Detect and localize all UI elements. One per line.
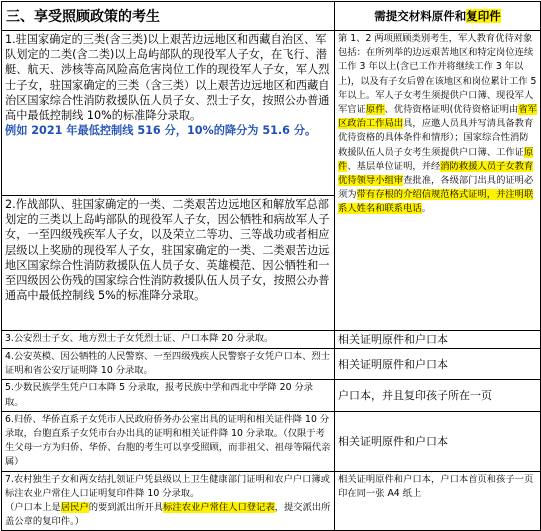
right-text-seg: 、优待资格证明(优待资格证明由 <box>384 104 519 116</box>
row7-highlight-seg: 标注农业户常住人口登记表 <box>163 502 275 514</box>
row4-left-cell: 4.公安英模、因公牺牲的人民警察、一至四级残疾人民警察子女凭户口本、烈士证明和省公安厅证明降 10 分录取。 <box>2 349 335 380</box>
table-row <box>2 411 541 471</box>
right-highlight-seg: 省军区政治工作局出 <box>338 104 537 130</box>
row7-text-seg: （户口本上是 <box>5 502 61 514</box>
right-text-seg: 具，应邀人员具并写清具备教育优待资格的具体条件和情形）；国家综合性消防救援队伍人员子女考生须提供户口簿、工作证 <box>338 118 534 158</box>
table-row <box>2 31 541 196</box>
row1-example: 例如 2021 年最低控制线 516 分，10%的降分为 51.6 分。 <box>5 124 317 138</box>
policy-table <box>1 1 541 531</box>
right-highlight-seg: 消防救援人员子女教育优待领导小组审 <box>338 160 534 187</box>
row5-left-cell: 5.少数民族学生凭户口本降 5 分录取，报考民族中学和西北中学降 20 分录取。 <box>2 380 335 411</box>
policy-table-page <box>0 1 541 528</box>
header-right-part1: 需提交材料原件和 <box>374 9 467 23</box>
header-right-title <box>335 2 541 31</box>
row7-right-cell: 相关证明原件和户口本，户口本首页和孩子一页印在同一张 A4 纸上 <box>335 471 541 531</box>
header-left-title: 三、享受照顾政策的考生 <box>2 2 335 31</box>
right-highlight-seg: 原件 <box>338 146 534 172</box>
right-text-seg: 。 <box>421 203 431 215</box>
header-row <box>2 2 541 31</box>
table-row <box>2 349 541 380</box>
table-row <box>2 380 541 411</box>
row12-right-cell <box>335 31 541 331</box>
right-highlight-seg: 带有存根的介绍信规范格式证明，并注明联系人姓名和联系电话 <box>338 189 534 215</box>
table-row <box>2 331 541 349</box>
row7-text-seg: 7.农村独生子女和两女结扎领证户凭县级以上卫生健康部门证明和农户户口簿或标注农业户常住人口证明复印件降 10 分录取。 <box>5 473 330 499</box>
row3-right-cell: 相关证明原件和户口本 <box>335 331 541 349</box>
header-right-part2: 复印件 <box>466 9 501 23</box>
row1-left-cell <box>2 31 335 196</box>
row5-right-cell: 户口本，并且复印孩子所在一页 <box>335 380 541 411</box>
row1-left-text: 1.驻国家确定的三类(含三类)以上艰苦边远地区和西藏自治区、军队划定的二类(含二类)以上岛屿部队的现役军人子女，在飞行、潜艇、航天、涉核等高风险高危害岗位工作的现役军人子女，军人烈士子女，驻国家确定的三类（含三类）以上艰苦边远地区和西藏自治区国家综合性消防救援队伍人员子女、烈士子女，按照公办普通高中最低控制线 10%的标准降分录取。 <box>5 33 330 123</box>
right-text-seg: 、基层单位证明，并经 <box>347 160 441 172</box>
row3-left-cell: 3.公安烈士子女、地方烈士子女凭烈士证、户口本降 20 分录取。 <box>2 331 335 349</box>
row2-left-cell: 2.作战部队、驻国家确定的一类、二类艰苦边远地区和解放军总部划定的三类以上岛屿部队的现役军人子女，因公牺牲和病故军人子女，一至四级残疾军人子女，以及荣立二等功、三等战功或者相应层级以上奖励的现役军人子女，驻国家确定的一类、二类艰苦边远地区国家综合性消防救援队伍人员子女、英雄模范、因公牺牲和一至四级因公伤残的国家综合性消防救援队伍人员子女，按照公办普通高中最低控制线 5%的标准降分录取。 <box>2 196 335 331</box>
row6-right-cell: 相关证明原件和户口本 <box>335 411 541 471</box>
row6-left-cell: 6.归侨、华侨直系子女凭市人民政府侨务办公室出具的证明和相关证件降 10 分录取，台胞直系子女凭市台办出具的证明和相关证件降 10 分录取。（仅限于考生父母一方为归侨、华侨、台胞的考生可以享受照顾，而非祖父、祖母等隔代亲属） <box>2 411 335 471</box>
right-text-seg: 第 1、2 两项照顾类别考生，军人教育优待对象包括：在所列举的边远艰苦地区和特定岗位连续工作 3 年以上(含已工作并将继续工作 3 年以上)，以及有子女后曾在该地区和岗位累计工作 5 年以上。军人子女考生须提供户口簿、现役军人军官证 <box>338 33 537 116</box>
row7-text-seg: ，提交派出所盖公章的复印件。） <box>5 502 331 528</box>
row7-text-seg: 的要到派出所开具 <box>88 502 164 514</box>
row4-right-cell: 相关证明原件和户口本 <box>335 349 541 380</box>
row7-highlight-seg: 居民户 <box>60 502 89 514</box>
right-highlight-seg: 原件 <box>365 104 385 116</box>
right-text-seg: 查批准，各级部门出具的证明必须为 <box>338 175 534 201</box>
